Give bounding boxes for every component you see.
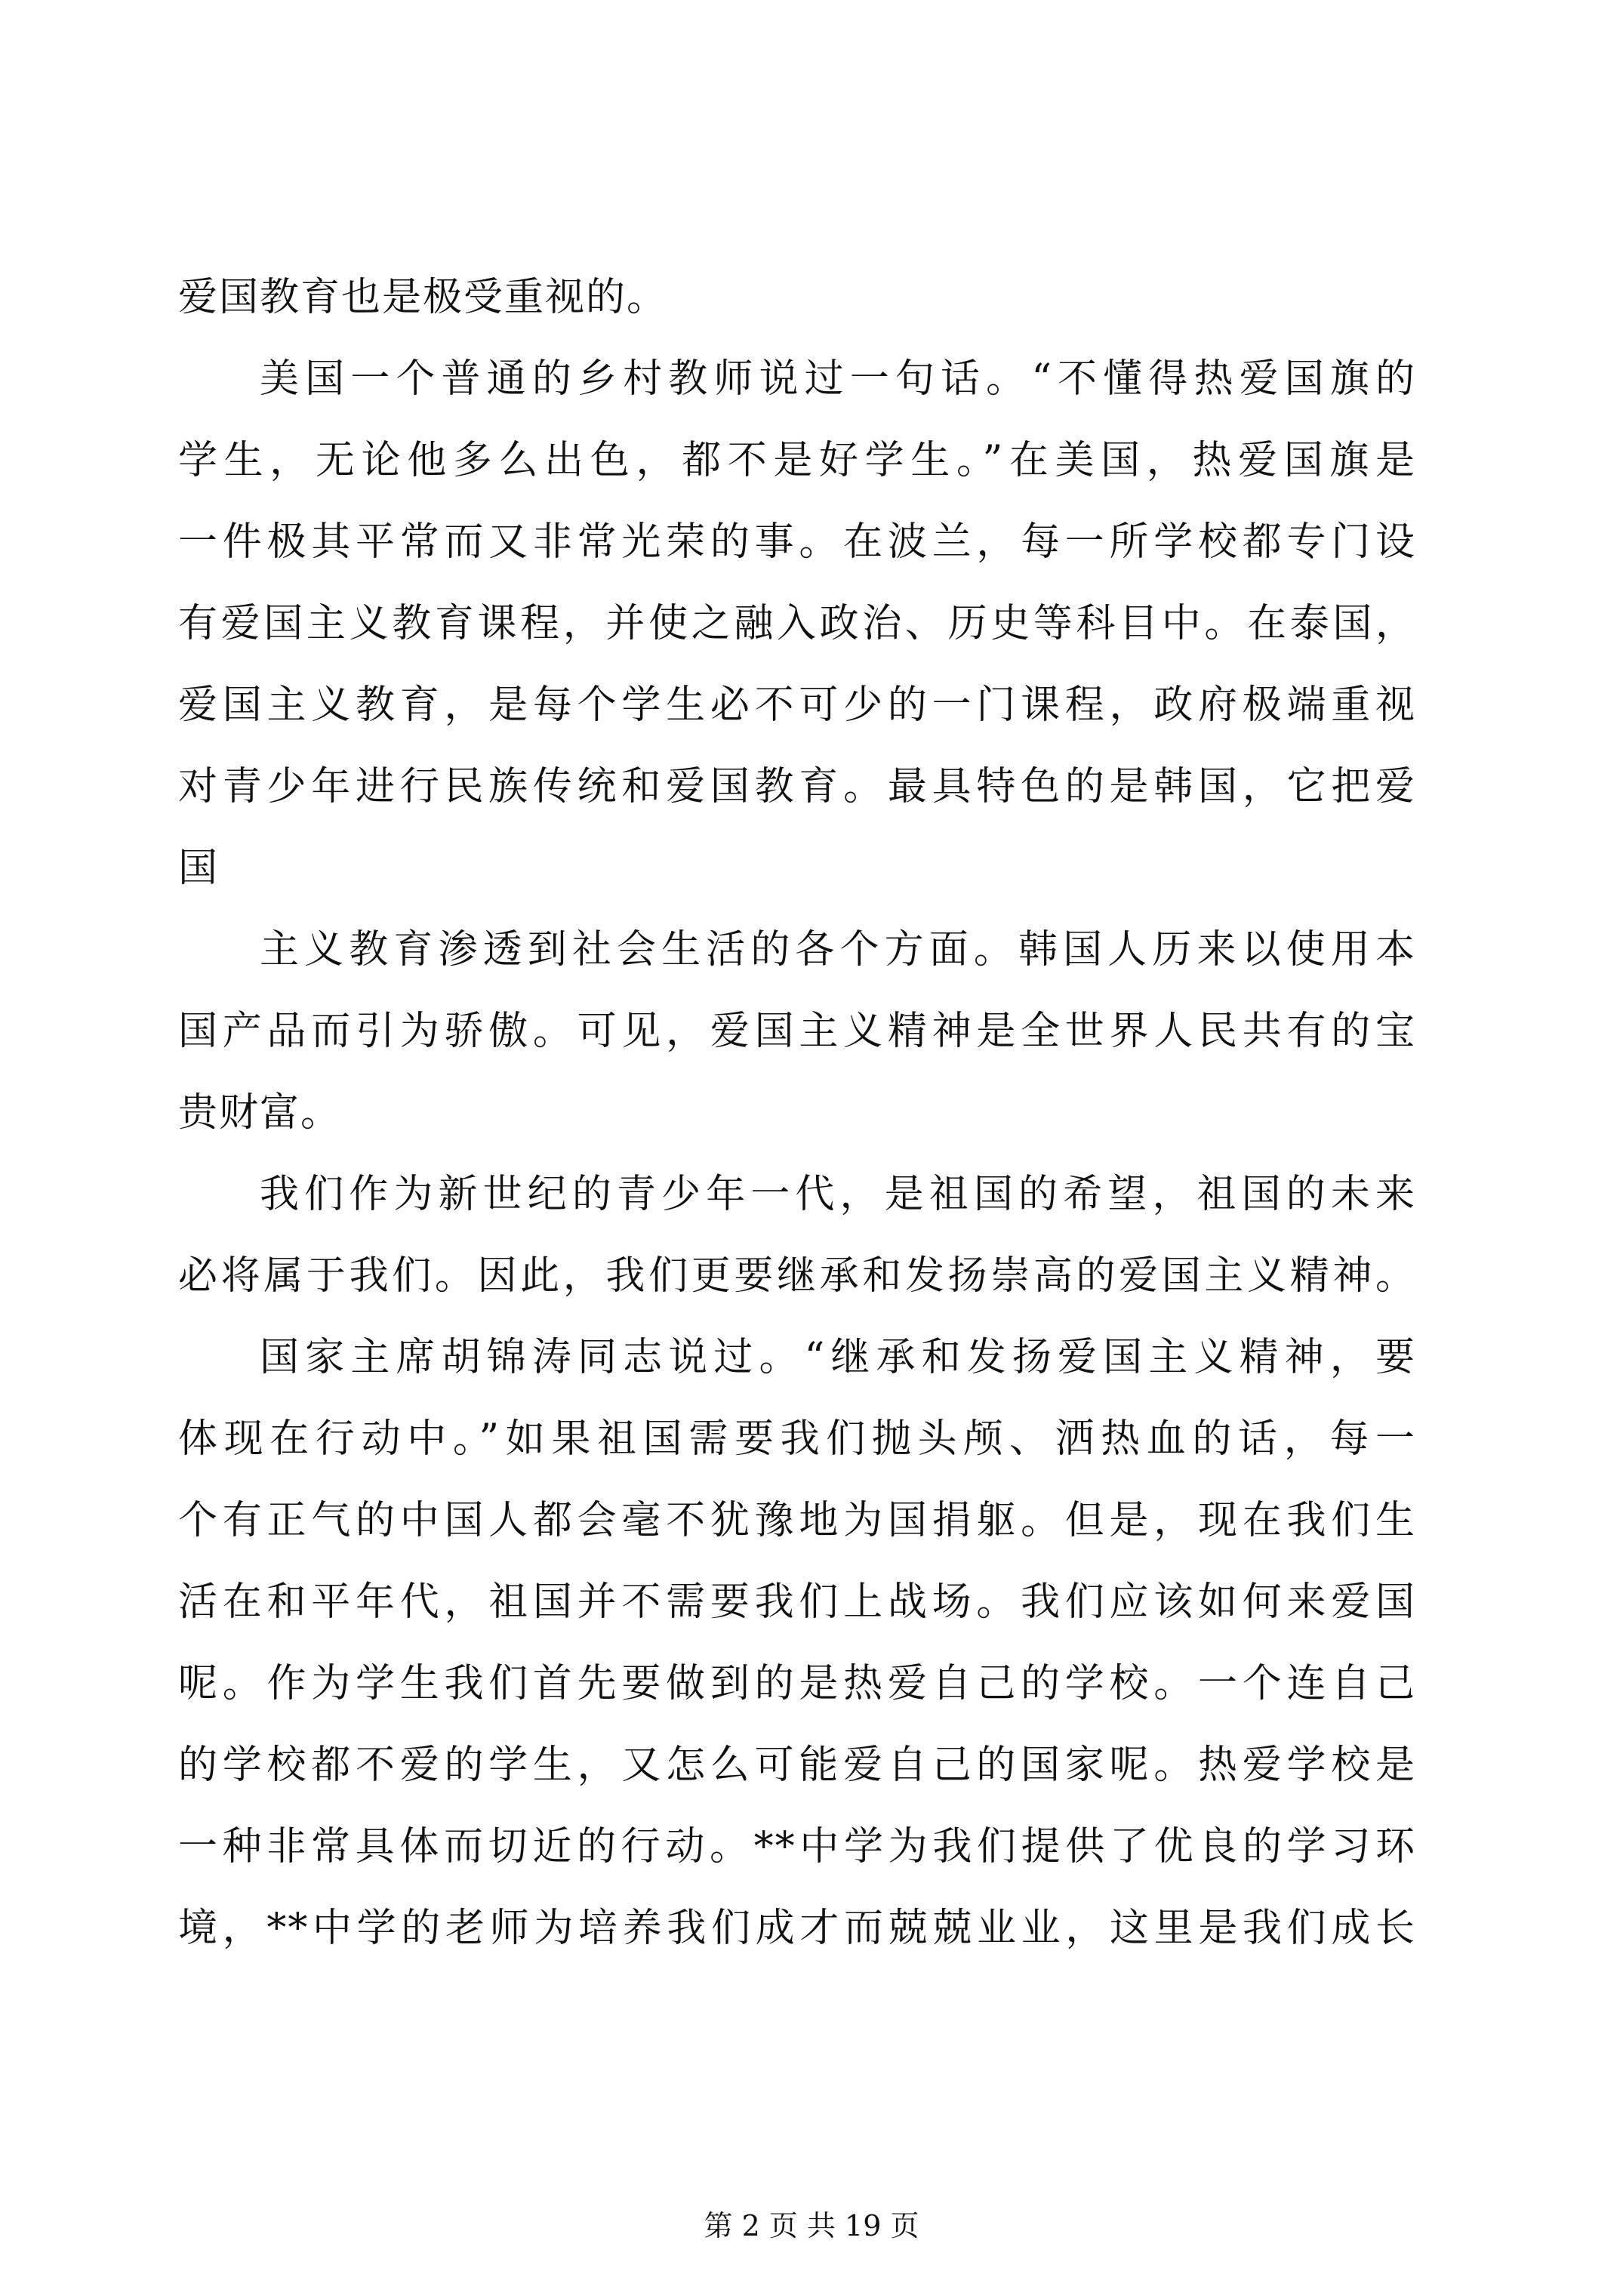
text-line: 必将属于我们。因此，我们更要继承和发扬崇高的爱国主义精神。: [178, 1253, 1416, 1299]
text-line: 体现在行动中。”如果祖国需要我们抛头颅、洒热血的话，每一: [178, 1416, 1416, 1462]
text-line: 有爱国主义教育课程，并使之融入政治、历史等科目中。在泰国，: [178, 601, 1416, 646]
text-line: 国家主席胡锦涛同志说过。“继承和发扬爱国主义精神，要: [260, 1335, 1416, 1380]
text-line: 国: [178, 846, 220, 891]
text-line: 爱国教育也是极受重视的。: [178, 275, 668, 320]
text-line: 我们作为新世纪的青少年一代，是祖国的希望，祖国的未来: [260, 1172, 1416, 1217]
text-line: 国产品而引为骄傲。可见，爱国主义精神是全世界人民共有的宝: [178, 1009, 1416, 1054]
text-line: 个有正气的中国人都会毫不犹豫地为国捐躯。但是，现在我们生: [178, 1498, 1416, 1543]
text-line: 贵财富。: [178, 1090, 342, 1136]
text-line: 学生，无论他多么出色，都不是好学生。”在美国，热爱国旗是: [178, 438, 1416, 483]
text-line: 爱国主义教育，是每个学生必不可少的一门课程，政府极端重视: [178, 683, 1416, 728]
page-number-footer: 第 2 页 共 19 页: [704, 2209, 919, 2242]
text-line: 一种非常具体而切近的行动。**中学为我们提供了优良的学习环: [178, 1824, 1416, 1869]
text-line: 活在和平年代，祖国并不需要我们上战场。我们应该如何来爱国: [178, 1579, 1416, 1625]
text-line: 呢。作为学生我们首先要做到的是热爱自己的学校。一个连自己: [178, 1661, 1416, 1706]
text-line: 主义教育渗透到社会生活的各个方面。韩国人历来以使用本: [260, 927, 1416, 972]
text-line: 一件极其平常而又非常光荣的事。在波兰，每一所学校都专门设: [178, 519, 1416, 565]
text-line: 美国一个普通的乡村教师说过一句话。“不懂得热爱国旗的: [260, 356, 1416, 402]
text-line: 境，**中学的老师为培养我们成才而兢兢业业，这里是我们成长: [178, 1906, 1416, 1951]
text-line: 对青少年进行民族传统和爱国教育。最具特色的是韩国，它把爱: [178, 764, 1416, 809]
text-line: 的学校都不爱的学生，又怎么可能爱自己的国家呢。热爱学校是: [178, 1743, 1416, 1788]
